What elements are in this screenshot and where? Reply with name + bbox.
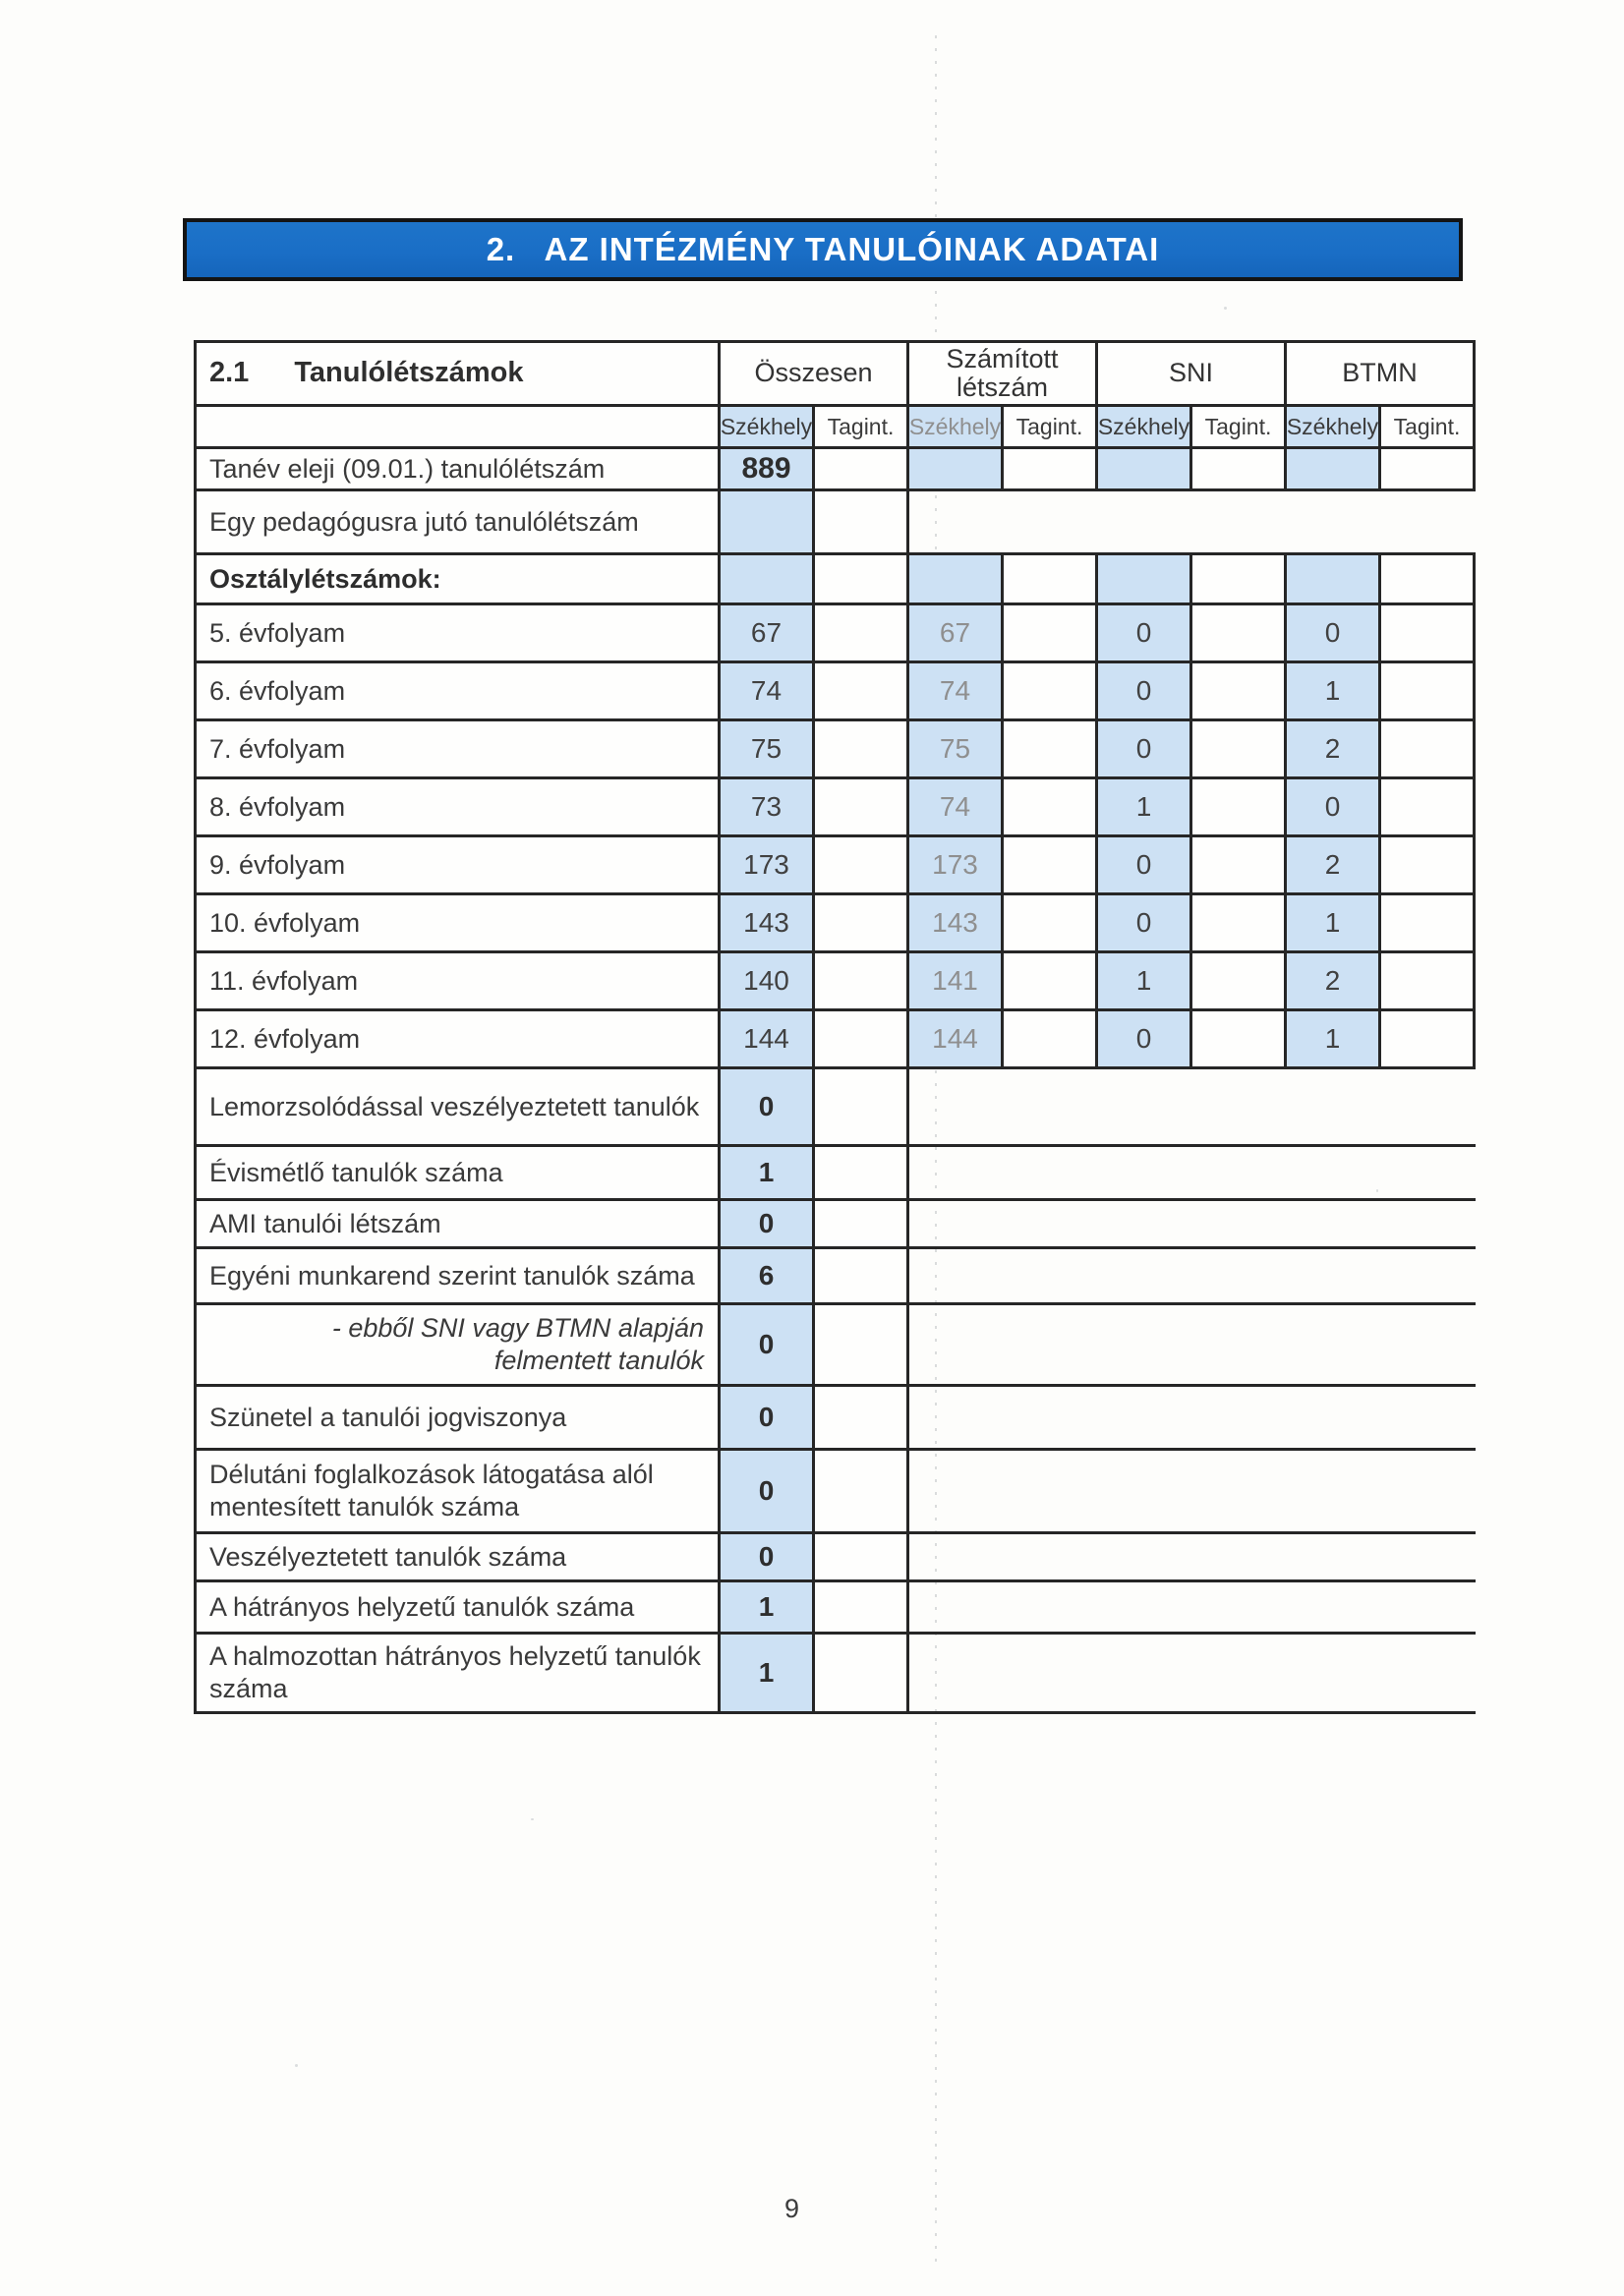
subheader-szekhely-sni: Székhely [1098,407,1192,446]
value-osszesen-szekhely: 6 [721,1249,815,1302]
value-sni-szekhely: 1 [1098,779,1192,834]
cell-empty [1381,555,1476,603]
cell-empty [1004,895,1098,950]
section-banner [183,218,1463,281]
cell-empty [815,721,909,776]
value-sni-szekhely: 0 [1098,663,1192,718]
column-header-szamitott-letszam: Számított létszám [909,343,1098,404]
row-label: Veszélyeztetett tanulók száma [197,1534,721,1579]
cell-empty [1381,779,1476,834]
value-osszesen-szekhely: 1 [721,1147,815,1198]
table-row-evismetlo [194,1147,1476,1201]
cell-empty [815,1582,909,1632]
row-label: Tanév eleji (09.01.) tanulólétszám [197,449,721,488]
value-osszesen-szekhely: 74 [721,663,815,718]
cell-empty [1381,605,1476,660]
value-btmn-szekhely: 2 [1287,953,1381,1008]
value-sni-szekhely: 0 [1098,895,1192,950]
table-row-szunetel [194,1387,1476,1451]
value-btmn-szekhely: 2 [1287,837,1381,892]
value-osszesen-szekhely: 143 [721,895,815,950]
cell-empty-blue [909,555,1004,603]
value-btmn-szekhely: 1 [1287,895,1381,950]
subheader-szekhely-szamitott: Székhely [909,407,1004,446]
cell-empty [815,1069,909,1144]
cell-empty [1192,449,1287,488]
cell-empty [1004,779,1098,834]
subheader-szekhely-osszesen: Székhely [721,407,815,446]
row-label: - ebből SNI vagy BTMN alapján felmentett tanulók [197,1305,721,1384]
row-label: AMI tanulói létszám [197,1201,721,1246]
cell-empty [1192,837,1287,892]
value-osszesen-szekhely: 0 [721,1069,815,1144]
table-row-hatranyos [194,1582,1476,1635]
subheader-szekhely-btmn: Székhely [1287,407,1381,446]
cell-empty [1004,555,1098,603]
cell-empty [815,837,909,892]
cell-empty [1381,1011,1476,1066]
row-label: 10. évfolyam [197,895,721,950]
cell-empty [1004,953,1098,1008]
cell-empty-blue [1098,449,1192,488]
cell-empty [1192,895,1287,950]
cell-empty [815,779,909,834]
table-row-halmozottan-hatranyos [194,1635,1476,1714]
cell-empty [815,1249,909,1302]
cell-empty-blue [1098,555,1192,603]
cell-empty [815,663,909,718]
value-sni-szekhely: 0 [1098,605,1192,660]
cell-empty [815,953,909,1008]
row-label: Egy pedagógusra jutó tanulólétszám [197,491,721,552]
cell-empty [1004,1011,1098,1066]
cell-empty [815,605,909,660]
table-row-grade-6 [194,663,1476,721]
section-banner-title: 2. AZ INTÉZMÉNY TANULÓINAK ADATAI [486,231,1160,267]
cell-empty [815,895,909,950]
value-osszesen-szekhely: 144 [721,1011,815,1066]
row-label: 8. évfolyam [197,779,721,834]
cell-empty [1192,953,1287,1008]
value-osszesen-szekhely: 140 [721,953,815,1008]
table-row-osztalyletszamok [194,552,1476,605]
subheader-tagint-sni: Tagint. [1192,407,1287,446]
value-sni-szekhely: 0 [1098,721,1192,776]
cell-empty [1381,449,1476,488]
cell-empty [815,1147,909,1198]
value-szamitott-szekhely: 173 [909,837,1004,892]
value-btmn-szekhely: 1 [1287,663,1381,718]
scan-speck [295,2064,298,2067]
row-label: 6. évfolyam [197,663,721,718]
cell-empty [1192,779,1287,834]
cell-empty [815,449,909,488]
cell-empty [815,1635,909,1711]
value-osszesen-szekhely: 75 [721,721,815,776]
table-row-veszelyeztetett [194,1534,1476,1582]
row-label: 5. évfolyam [197,605,721,660]
table-subheader-row [194,407,1476,449]
value-btmn-szekhely: 0 [1287,779,1381,834]
column-header-sni: SNI [1098,343,1287,404]
row-label: Szünetel a tanulói jogviszonya [197,1387,721,1448]
value-btmn-szekhely: 0 [1287,605,1381,660]
value-szamitott-szekhely: 141 [909,953,1004,1008]
subheader-tagint-szamitott: Tagint. [1004,407,1098,446]
table-row-egyeni-munkarend [194,1249,1476,1305]
table-header-row [194,340,1476,407]
subheader-tagint-btmn: Tagint. [1381,407,1476,446]
student-data-table [194,340,1476,1714]
row-label: 9. évfolyam [197,837,721,892]
column-header-osszesen: Összesen [721,343,909,404]
cell-empty [815,1451,909,1531]
value-szamitott-szekhely: 74 [909,663,1004,718]
value-sni-szekhely: 0 [1098,837,1192,892]
cell-empty-blue [909,449,1004,488]
row-label: 7. évfolyam [197,721,721,776]
section-number: 2.1 [209,357,250,389]
row-label: Osztálylétszámok: [197,555,721,603]
row-label: Délutáni foglalkozások látogatása alól mentesített tanulók száma [197,1451,721,1531]
value-osszesen-szekhely: 0 [721,1534,815,1579]
cell-empty [1381,837,1476,892]
value-szamitott-szekhely: 143 [909,895,1004,950]
column-header-btmn: BTMN [1287,343,1476,404]
cell-empty [1381,721,1476,776]
value-sni-szekhely: 0 [1098,1011,1192,1066]
cell-empty [815,1305,909,1384]
value-osszesen-szekhely: 73 [721,779,815,834]
page-number: 9 [784,2194,800,2223]
value-osszesen-szekhely: 67 [721,605,815,660]
cell-empty [1192,555,1287,603]
cell-empty [815,1011,909,1066]
cell-empty [815,1201,909,1246]
cell-empty-blue [1287,555,1381,603]
row-label: Lemorzsolódással veszélyeztetett tanulók [197,1069,721,1144]
cell-empty [815,491,909,552]
value-osszesen-szekhely: 0 [721,1451,815,1531]
value-btmn-szekhely: 1 [1287,1011,1381,1066]
row-label: 11. évfolyam [197,953,721,1008]
cell-empty-blue [1287,449,1381,488]
cell-empty [1004,663,1098,718]
value-szamitott-szekhely: 144 [909,1011,1004,1066]
value-osszesen-szekhely: 889 [721,449,815,488]
subheader-tagint-osszesen: Tagint. [815,407,909,446]
table-row-ebbol-sni-btmn [194,1305,1476,1387]
cell-empty [815,555,909,603]
cell-empty [815,1534,909,1579]
table-row-ami [194,1201,1476,1249]
value-sni-szekhely: 1 [1098,953,1192,1008]
cell-empty [815,1387,909,1448]
value-btmn-szekhely: 2 [1287,721,1381,776]
row-label: Évismétlő tanulók száma [197,1147,721,1198]
table-row-grade-12 [194,1011,1476,1069]
cell-empty [1004,449,1098,488]
table-row-grade-11 [194,953,1476,1011]
value-szamitott-szekhely: 67 [909,605,1004,660]
cell-empty [1192,663,1287,718]
value-osszesen-szekhely: 0 [721,1387,815,1448]
cell-empty [1192,721,1287,776]
cell-empty [1004,721,1098,776]
cell-empty [1381,895,1476,950]
table-row-grade-5 [194,605,1476,663]
cell-empty [1381,663,1476,718]
table-row-grade-10 [194,895,1476,953]
cell-empty [1381,953,1476,1008]
value-osszesen-szekhely: 1 [721,1582,815,1632]
row-label: Egyéni munkarend szerint tanulók száma [197,1249,721,1302]
value-osszesen-szekhely: 0 [721,1201,815,1246]
value-osszesen-szekhely: 0 [721,1305,815,1384]
scan-speck [531,1818,534,1820]
subheader-empty-cell [197,407,721,446]
cell-empty [1004,605,1098,660]
table-row-grade-9 [194,837,1476,895]
cell-empty [1192,605,1287,660]
table-row-grade-8 [194,779,1476,837]
cell-empty-blue [721,555,815,603]
value-osszesen-szekhely: 1 [721,1635,815,1711]
cell-empty [1004,837,1098,892]
table-row-delutani [194,1451,1476,1534]
row-label: 12. évfolyam [197,1011,721,1066]
value-osszesen-szekhely: 173 [721,837,815,892]
cell-empty [1192,1011,1287,1066]
value-szamitott-szekhely: 75 [909,721,1004,776]
table-row-grade-7 [194,721,1476,779]
row-label: A halmozottan hátrányos helyzetű tanulók száma [197,1635,721,1711]
table-row-egy-pedagogusra [194,491,1476,552]
row-label: A hátrányos helyzetű tanulók száma [197,1582,721,1632]
section-title: Tanulólétszámok [294,357,524,389]
table-row-lemorzsolodas [194,1069,1476,1147]
value-szamitott-szekhely: 74 [909,779,1004,834]
cell-empty-blue [721,491,815,552]
table-row-tanev-eleji [194,449,1476,491]
table-title-cell [197,343,721,404]
scan-speck [1224,307,1227,310]
